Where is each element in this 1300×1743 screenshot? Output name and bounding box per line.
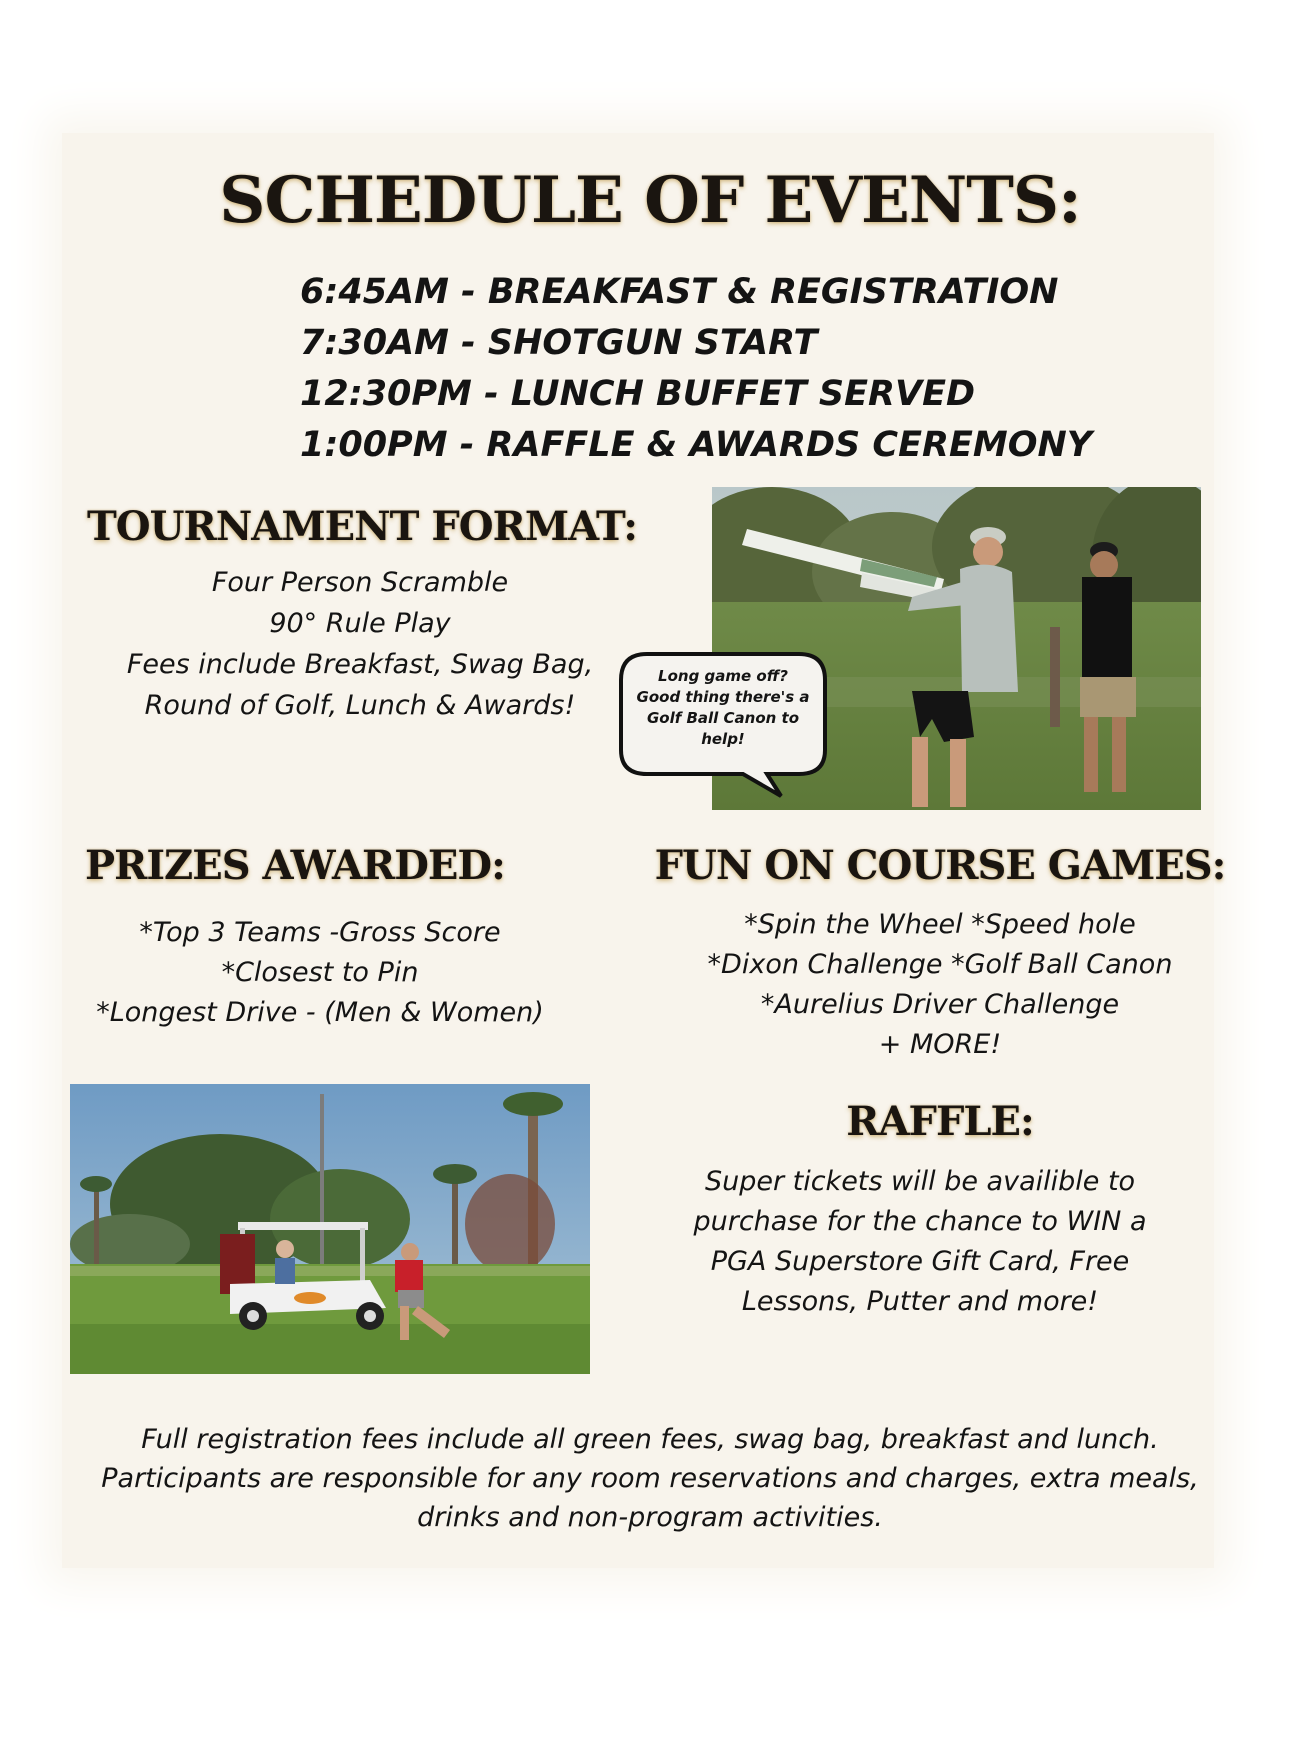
tournament-format-list: [90, 562, 630, 726]
game-item: *Spin the Wheel *Speed hole: [744, 909, 1136, 940]
raffle-line: purchase for the chance to WIN a: [693, 1206, 1147, 1237]
prizes-list: [40, 913, 600, 1033]
game-item: *Aurelius Driver Challenge: [760, 989, 1120, 1020]
footnote-line: Participants are responsible for any room reservations and charges, extra meals,: [101, 1463, 1199, 1494]
bubble-line: Good thing there's a: [636, 688, 810, 706]
bubble-line: Golf Ball Canon to: [646, 709, 800, 727]
golf-cart-photo: [70, 1084, 590, 1374]
games-list: [640, 905, 1240, 1065]
games-heading: FUN ON COURSE GAMES:: [654, 842, 1226, 889]
format-line: Round of Golf, Lunch & Awards!: [144, 690, 576, 721]
prize-item: *Closest to Pin: [221, 957, 419, 988]
tournament-format-heading: TOURNAMENT FORMAT:: [87, 503, 638, 550]
format-line: Fees include Breakfast, Swag Bag,: [126, 649, 594, 680]
prize-item: *Top 3 Teams -Gross Score: [139, 917, 501, 948]
raffle-line: PGA Superstore Gift Card, Free: [710, 1246, 1130, 1277]
schedule-list: [300, 267, 1092, 471]
raffle-description: [620, 1162, 1220, 1322]
footnote-line: Full registration fees include all green fees, swag bag, breakfast and lunch.: [141, 1424, 1159, 1455]
prize-item: *Longest Drive - (Men & Women): [96, 997, 544, 1028]
registration-footnote: [40, 1420, 1260, 1537]
schedule-item-shotgun-start: 7:30AM - SHOTGUN START: [300, 323, 818, 363]
prizes-heading: PRIZES AWARDED:: [85, 842, 505, 889]
format-line: Four Person Scramble: [211, 567, 509, 598]
speech-bubble-text: [620, 666, 826, 750]
footnote-line: drinks and non-program activities.: [417, 1502, 883, 1533]
format-line: 90° Rule Play: [269, 608, 451, 639]
bubble-line: Long game off?: [658, 667, 788, 685]
game-item: *Dixon Challenge *Golf Ball Canon: [707, 949, 1173, 980]
raffle-line: Super tickets will be availible to: [704, 1166, 1136, 1197]
bubble-line: help!: [701, 730, 745, 748]
raffle-line: Lessons, Putter and more!: [741, 1286, 1099, 1317]
schedule-item-breakfast: 6:45AM - BREAKFAST & REGISTRATION: [300, 272, 1059, 312]
game-item: + MORE!: [878, 1029, 1002, 1060]
schedule-item-lunch: 12:30PM - LUNCH BUFFET SERVED: [300, 374, 976, 414]
schedule-item-awards: 1:00PM - RAFFLE & AWARDS CEREMONY: [300, 425, 1093, 465]
raffle-heading: RAFFLE:: [846, 1098, 1034, 1145]
page-title: SCHEDULE OF EVENTS:: [219, 163, 1081, 238]
